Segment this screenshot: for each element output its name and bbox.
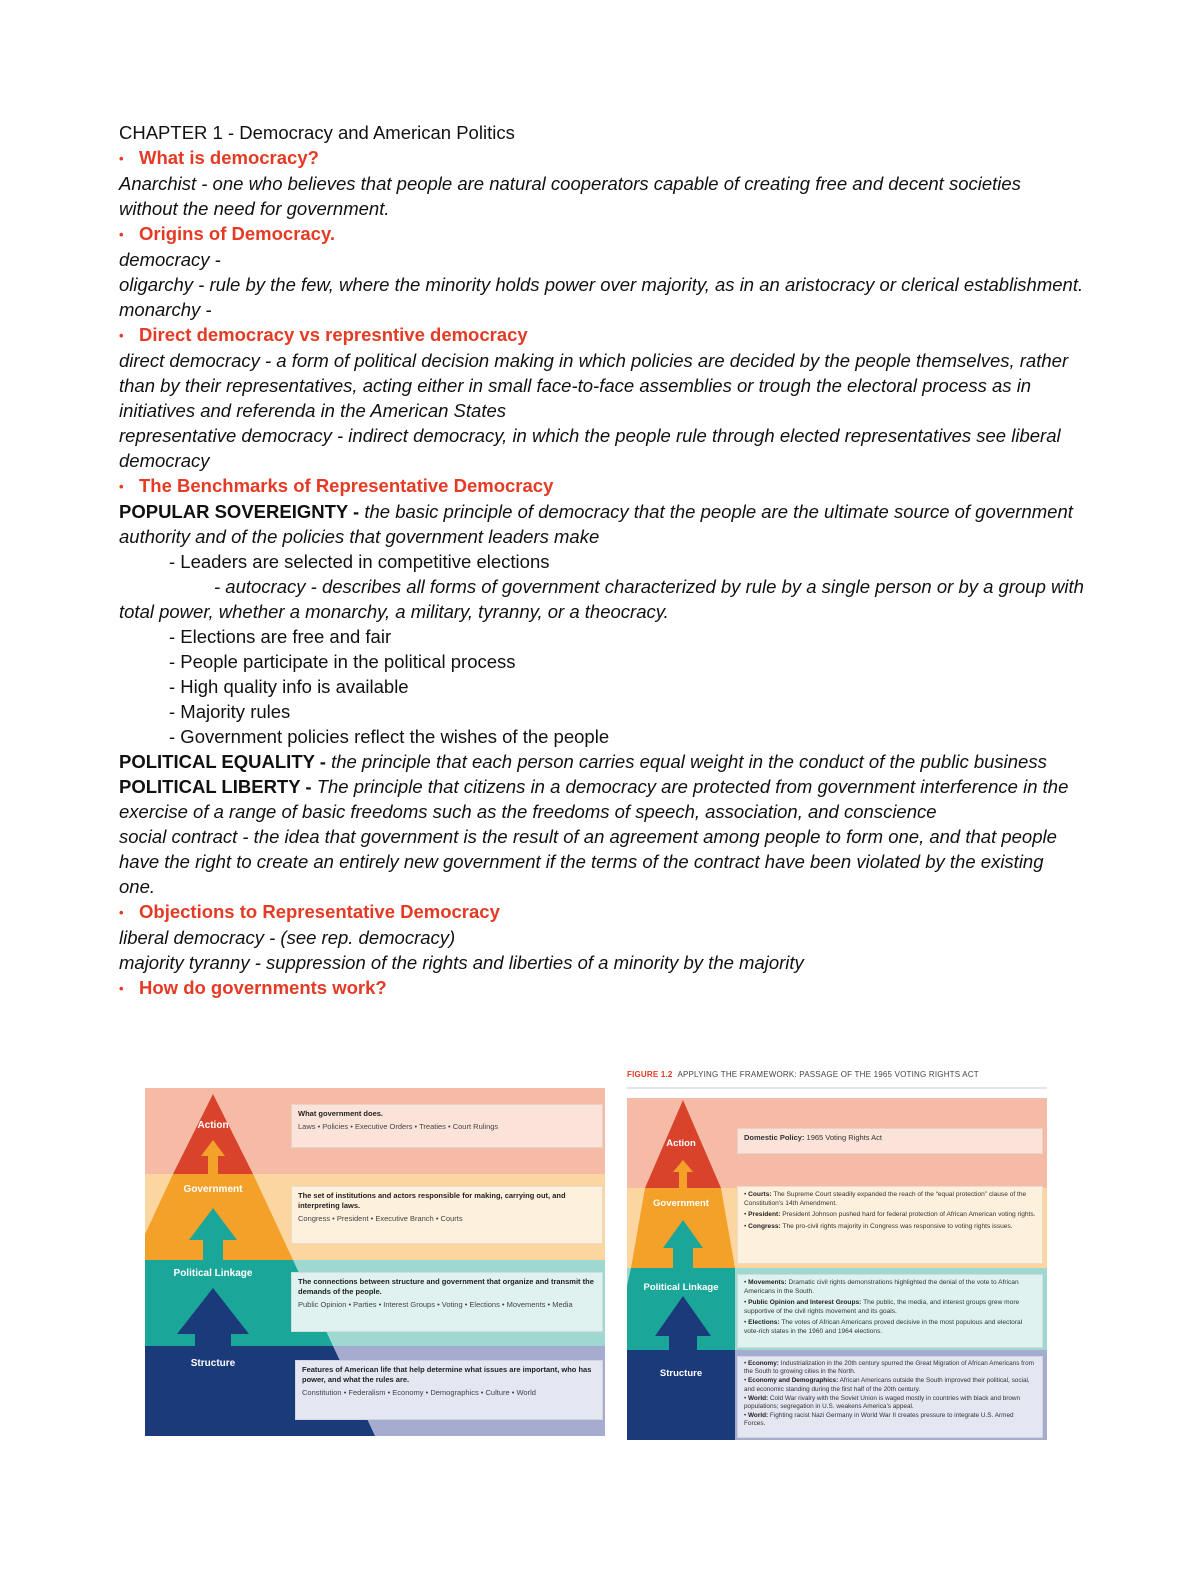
- list-item: • Congress: The pro-civil rights majority in Congress was responsive to voting rights issues.: [744, 1222, 1013, 1230]
- list-item: - Government policies reflect the wishes of the people: [169, 726, 610, 747]
- definition-anarchist: Anarchist - one who believes that people are natural cooperators capable of creating free and decent societies without the need for government.: [119, 173, 1021, 219]
- bullet-icon: •: [119, 905, 124, 920]
- linkage-box: [737, 1274, 1043, 1348]
- list-item: • Economy and Demographics: African Americans outside the South improved their political, social, and economic standing during the first half of the 20th century.: [744, 1377, 1030, 1393]
- level-label: Political Linkage: [173, 1268, 253, 1279]
- action-box: Domestic Policy: 1965 Voting Rights Act: [737, 1128, 1043, 1154]
- level-label: Action: [666, 1138, 696, 1149]
- government-box: [737, 1186, 1043, 1264]
- chapter-title: CHAPTER 1 - Democracy and American Politics: [119, 122, 515, 143]
- list-item: - High quality info is available: [169, 676, 409, 697]
- linkage-box: The connections between structure and government that organize and transmit the demands of the people. Public Opinion • Parties • Interest Groups • Voting • Elections • Movements • Media: [291, 1272, 603, 1332]
- definition-direct-democracy: direct democracy - a form of political decision making in which policies are decided by the people themselves, rather than by their representatives, acting either in small face-to-face assemblies or trough the electoral process as in initiatives and referenda in the American States: [119, 350, 1069, 421]
- figure-1-2: [627, 1070, 1047, 1440]
- definition-political-liberty: POLITICAL LIBERTY - The principle that citizens in a democracy are protected from government interference in the exercise of a range of basic freedoms such as the freedoms of speech, association, and conscience: [119, 776, 1069, 822]
- list-item: • Public Opinion and Interest Groups: The public, the media, and interest groups grew more supportive of the civil rights movement and its goals.: [744, 1299, 1020, 1315]
- list-item: • Courts: The Supreme Court steadily expanded the reach of the “equal protection” clause of the Constitution’s 14th Amendment.: [744, 1191, 1027, 1207]
- bullet-icon: •: [119, 981, 124, 996]
- bullet-icon: •: [119, 227, 124, 242]
- definition-representative-democracy: representative democracy - indirect democracy, in which the people rule through elected representatives see liberal democracy: [119, 425, 1061, 471]
- level-label: Government: [653, 1198, 709, 1209]
- list-item: • Movements: Dramatic civil rights demonstrations highlighted the denial of the vote to African Americans in the South.: [744, 1279, 1019, 1295]
- list-item: • World: Fighting racist Nazi Germany in World War II creates pressure to integrate U.S. Armed Forces.: [744, 1412, 1014, 1428]
- list-item: - Majority rules: [169, 701, 291, 722]
- level-label: Structure: [659, 1368, 703, 1379]
- action-box: What government does. Laws • Policies • Executive Orders • Treaties • Court Rulings: [291, 1104, 603, 1148]
- pyramid-structure: [627, 1350, 735, 1440]
- definition-liberal-democracy: liberal democracy - (see rep. democracy): [119, 927, 456, 948]
- bullet-icon: •: [119, 151, 124, 166]
- list-item: • President: President Johnson pushed hard for federal protection of African American voting rights.: [744, 1211, 1036, 1218]
- structure-box: Features of American life that help determine what issues are important, who has power, and what the rules are. Constitution • Federalism • Economy • Demographics • Culture • World: [295, 1360, 603, 1420]
- list-item: - autocracy - describes all forms of government characterized by rule by a single person or by a group with total power, whether a monarchy, a military, tyranny, or a theocracy.: [119, 576, 1084, 622]
- list-item: • World: Cold War rivalry with the Soviet Union is waged mostly in countries with black and brown populations; segregation in U.S. weakens America’s appeal.: [744, 1394, 1021, 1411]
- document-body: [119, 120, 1084, 1001]
- level-label: Political Linkage: [643, 1282, 719, 1293]
- list-item: - Elections are free and fair: [169, 626, 392, 647]
- definition-political-equality: POLITICAL EQUALITY - the principle that each person carries equal weight in the conduct of the public business: [119, 751, 1047, 772]
- list-item: - People participate in the political process: [169, 651, 516, 672]
- bullet-icon: •: [119, 328, 124, 343]
- section-heading: • Objections to Representative Democracy: [119, 899, 1084, 925]
- definition-popular-sovereignty: POPULAR SOVEREIGNTY - the basic principle of democracy that the people are the ultimate source of government authority and of the policies that government leaders make: [119, 501, 1073, 547]
- structure-box: [737, 1356, 1043, 1438]
- level-label: Government: [183, 1184, 243, 1195]
- list-item: • Elections: The votes of African Americans proved decisive in the most populous and electoral vote-rich states in the 1960 and 1964 elections.: [744, 1319, 1023, 1335]
- definition-monarchy: monarchy -: [119, 299, 212, 320]
- level-label: Structure: [190, 1358, 236, 1369]
- section-heading: • Direct democracy vs represntive democracy: [119, 322, 1084, 348]
- government-box: The set of institutions and actors responsible for making, carrying out, and interpreting laws. Congress • President • Executive Branch • Courts: [291, 1186, 603, 1244]
- list-item: - Leaders are selected in competitive elections: [169, 551, 550, 572]
- section-heading: • How do governments work?: [119, 975, 1084, 1001]
- definition-social-contract: social contract - the idea that government is the result of an agreement among people to form one, and that people have the right to create an entirely new government if the terms of the contract have been violated by the existing one.: [119, 826, 1057, 897]
- section-heading: • The Benchmarks of Representative Democracy: [119, 473, 1084, 499]
- definition-democracy: democracy -: [119, 249, 221, 270]
- figure-caption: FIGURE 1.2 APPLYING THE FRAMEWORK: PASSAGE OF THE 1965 VOTING RIGHTS ACT: [627, 1070, 979, 1079]
- list-item: • Economy: Industrialization in the 20th century spurred the Great Migration of African Americans from the South to growing cities in the North.: [744, 1360, 1034, 1376]
- bullet-icon: •: [119, 479, 124, 494]
- framework-figure: [145, 1088, 605, 1436]
- section-heading: • Origins of Democracy.: [119, 221, 1084, 247]
- section-heading: • What is democracy?: [119, 145, 1084, 171]
- level-label: Action: [197, 1120, 229, 1131]
- definition-oligarchy: oligarchy - rule by the few, where the minority holds power over majority, as in an aristocracy or clerical establishment.: [119, 274, 1084, 295]
- definition-majority-tyranny: majority tyranny - suppression of the rights and liberties of a minority by the majority: [119, 952, 804, 973]
